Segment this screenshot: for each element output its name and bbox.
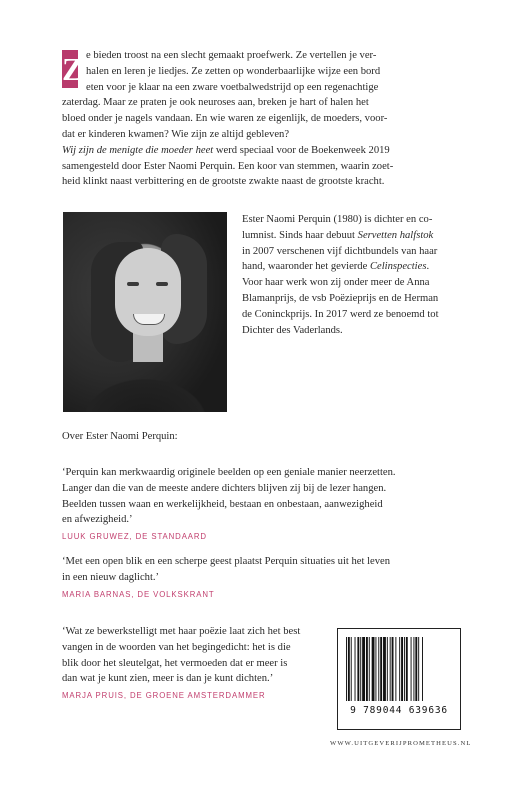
bio-line: Blamanprijs, de vsb Poëzieprijs en de Herman: [242, 292, 439, 304]
barcode-bar: [357, 637, 359, 701]
quote-line: ‘Perquin kan merkwaardig originele beelden op een geniale manier neerzetten.: [62, 467, 396, 478]
bio-text: .: [426, 261, 430, 273]
barcode-bar: [380, 637, 382, 701]
barcode-bar: [366, 637, 368, 701]
quote-attribution: MARIA BARNAS, DE VOLKSKRANT: [62, 589, 215, 599]
barcode-bar: [360, 637, 361, 701]
barcode-bar: [401, 637, 403, 701]
bio-line: [242, 259, 460, 275]
intro-line: zaterdag. Maar ze praten je ook neuroses aan, breken je hart of halen het: [62, 97, 369, 109]
bio-line: Ester Naomi Perquin (1980) is dichter en co-: [242, 214, 433, 225]
photo-eye: [156, 282, 168, 286]
barcode-bar: [375, 637, 376, 701]
bio-text: lumnist. Sinds haar debuut: [242, 229, 358, 241]
photo-eye: [127, 282, 139, 286]
reviews-heading: Over Ester Naomi Perquin:: [62, 431, 178, 442]
barcode-bar: [346, 637, 347, 701]
bio-line: in 2007 verschenen vijf dichtbundels van haar: [242, 245, 438, 257]
barcode-bar: [369, 637, 370, 701]
barcode-bar: [399, 637, 400, 701]
review-quote: [62, 624, 327, 704]
quote-line: blik door het sleutelgat, het vermoeden dat er meer is: [62, 657, 288, 669]
barcode-bar: [406, 637, 408, 701]
barcode-bar: [362, 637, 365, 701]
drop-cap: Z: [62, 51, 84, 87]
bio-line: Voor haar werk won zij onder meer de Anna: [242, 277, 430, 289]
publisher-website: WWW.UITGEVERIJPROMETHEUS.NL: [330, 740, 472, 747]
barcode-bar: [390, 637, 391, 701]
quote-line: en afwezigheid.’: [62, 514, 133, 526]
bio-line: [242, 228, 460, 244]
photo-neck: [133, 332, 163, 362]
quote-attribution: MARJA PRUIS, DE GROENE AMSTERDAMMER: [62, 691, 266, 701]
barcode-bar: [404, 637, 405, 701]
intro-line: bloed onder je nagels vandaan. En wie waren ze eigenlijk, de moeders, voor-: [62, 113, 388, 125]
quote-line: in een nieuw daglicht.’: [62, 571, 160, 583]
barcode-bar: [351, 637, 352, 701]
barcode-bar: [348, 637, 350, 701]
barcode-bar: [387, 637, 388, 701]
bio-line: Dichter des Vaderlands.: [242, 324, 343, 336]
barcode-bar: [395, 637, 396, 701]
author-bio: [242, 212, 460, 338]
book-title: Wij zijn de menigte die moeder heet: [62, 144, 214, 156]
intro-line: [62, 143, 462, 159]
quote-attribution: LUUK GRUWEZ, DE STANDAARD: [62, 532, 207, 542]
collection-title: Celinspecties: [369, 261, 427, 273]
intro-paragraph: [62, 48, 462, 190]
barcode-bar: [411, 637, 412, 701]
barcode-bar: [392, 637, 394, 701]
intro-line: eten voor je klaar na een zware voetbalwedstrijd op een regenachtige: [86, 81, 379, 93]
barcode-bar: [372, 637, 375, 701]
bio-text: hand, waaronder het gevierde: [242, 261, 370, 273]
quote-line: Langer dan die van de meeste andere dichters blijven zij bij de lezer hangen.: [62, 482, 387, 494]
quote-line: vangen in de woorden van het begingedicht: het is die: [62, 641, 291, 653]
barcode-bar: [422, 637, 423, 701]
quote-line: ‘Wat ze bewerkstelligt met haar poëzie laat zich het best: [62, 626, 301, 637]
review-quote: [62, 465, 462, 545]
quote-line: ‘Met een open blik en een scherpe geest plaatst Perquin situaties uit het leven: [62, 556, 391, 567]
intro-line: dat er kinderen kwamen? Wie zijn ze altijd gebleven?: [62, 128, 290, 140]
barcode-bar: [413, 637, 414, 701]
barcode-bar: [415, 637, 417, 701]
review-quote: [62, 554, 462, 602]
bio-line: de Coninckprijs. In 2017 werd ze benoemd tot: [242, 308, 439, 320]
barcode-bar: [355, 637, 356, 701]
barcode-bar: [383, 637, 386, 701]
barcode-bar: [418, 637, 419, 701]
intro-line: samengesteld door Ester Naomi Perquin. Een koor van stemmen, waarin zoet-: [62, 160, 394, 172]
barcode-bars: [346, 637, 452, 701]
debut-title: Servetten halfstok: [357, 229, 434, 241]
intro-line: heid klinkt naast verbittering en de grootste zwakte naast de grootste kracht.: [62, 176, 385, 188]
intro-line: e bieden troost na een slecht gemaakt proefwerk. Ze vertellen je ver-: [86, 50, 377, 61]
author-photo: [63, 212, 227, 412]
quote-line: dan wat je kunt zien, meer is dan je kunt dichten.’: [62, 673, 274, 685]
intro-line: halen en leren je liedjes. Ze zetten op wonderbaarlijke wijze een bord: [86, 65, 381, 77]
isbn-number: 9 789044 639636: [350, 705, 448, 716]
barcode-bar: [378, 637, 379, 701]
intro-line-rest: werd speciaal voor de Boekenweek 2019: [213, 144, 390, 156]
quote-line: Beelden tussen waan en werkelijkheid, bestaan en onbestaan, aanwezigheid: [62, 498, 383, 510]
isbn-barcode: [337, 628, 461, 730]
